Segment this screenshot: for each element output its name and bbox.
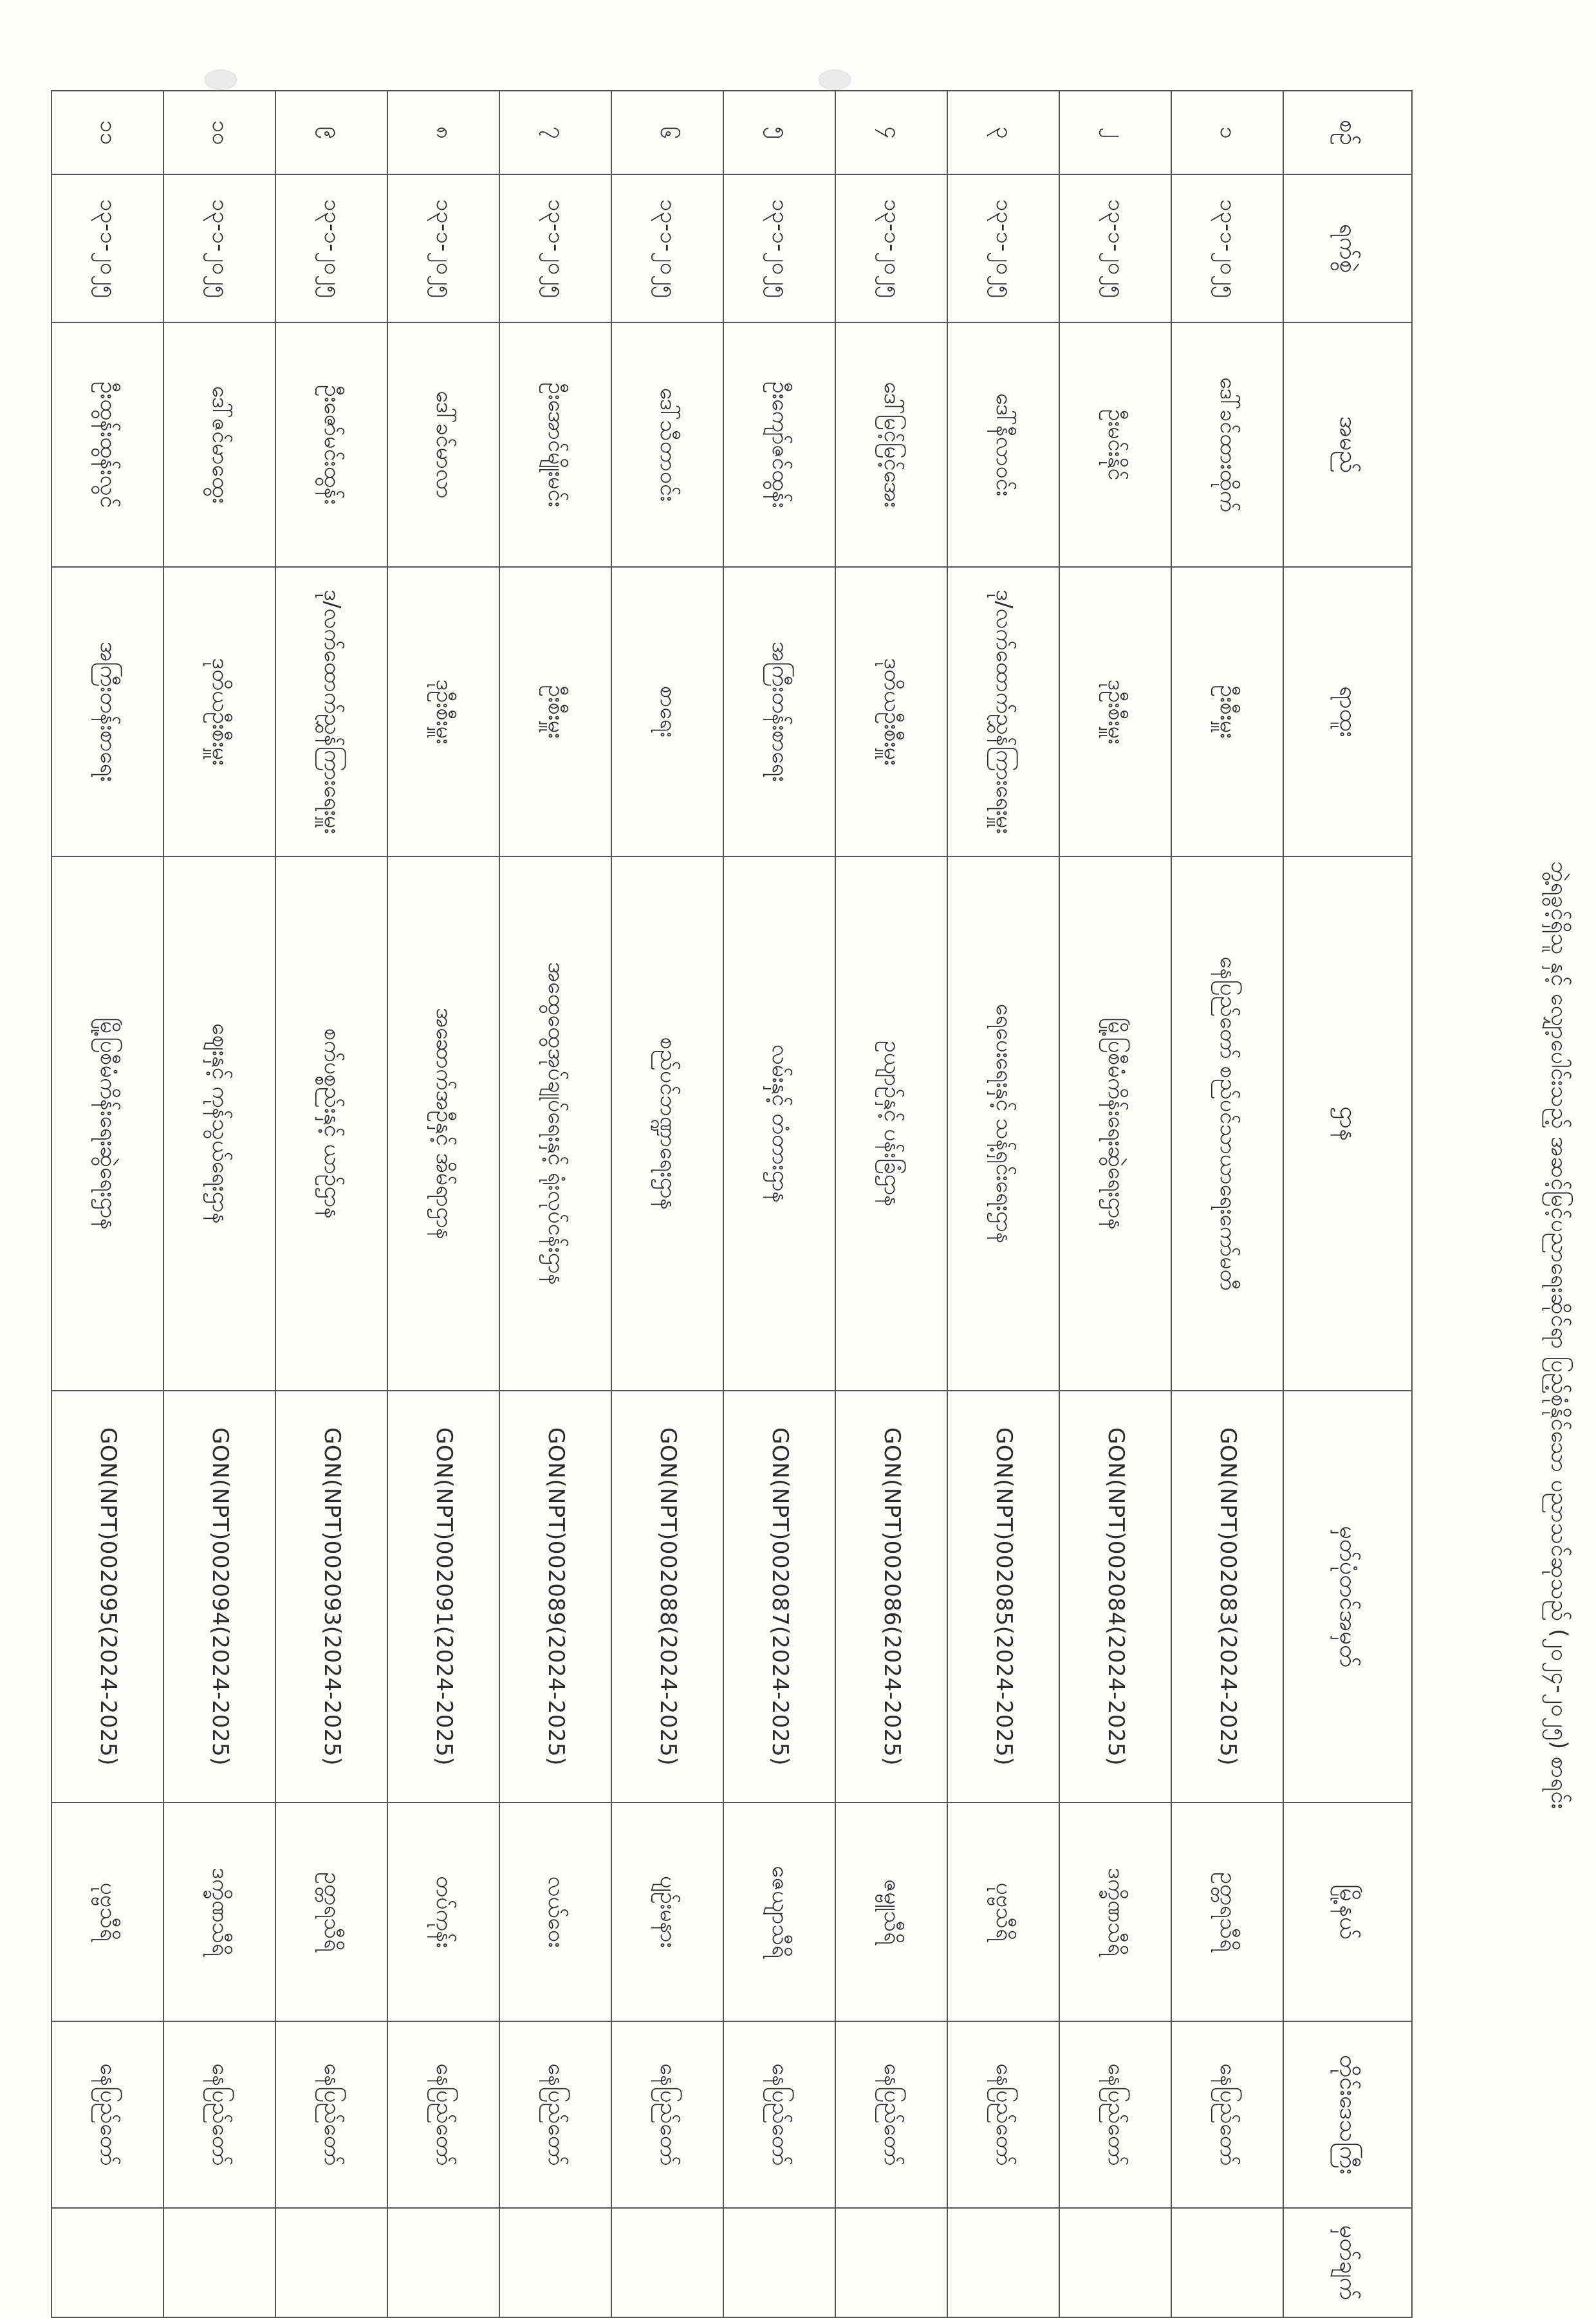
cell-reg-no: GON(NPT)002091(2024-2025) xyxy=(387,1391,499,1803)
table-row xyxy=(947,91,1059,2317)
cell-name: ဒေါ်မြင့်မြင့်အေး xyxy=(835,322,947,567)
cell-office: နေပြည်တော် စည်ပင်သာယာရေးကော်မတီ xyxy=(1171,857,1283,1391)
cell-rank: စာရေး xyxy=(611,567,723,857)
header-office: ဌာန xyxy=(1283,857,1412,1391)
cell-date: ၁၃-၁-၂၀၂၅ xyxy=(275,174,387,322)
table-row xyxy=(387,91,499,2317)
cell-office: အထွေထွေအုပ်ချုပ်ရေးနှင့် ရုံးလုပ်ငန်းဌာန xyxy=(499,857,611,1391)
table-row xyxy=(723,91,835,2317)
table-row xyxy=(163,91,275,2317)
cell-name: ဒေါ်ဇင်မာထွေး xyxy=(163,322,275,567)
cell-remark xyxy=(947,2208,1059,2317)
cell-reg-no: GON(NPT)002089(2024-2025) xyxy=(499,1391,611,1803)
cell-date: ၁၃-၁-၂၀၂၅ xyxy=(1171,174,1283,322)
cell-no: ၇ xyxy=(499,91,611,174)
cell-region: နေပြည်တော် xyxy=(723,2021,835,2208)
cell-office: ဈေးနှင့် ကုန်သွယ်ရေးဌာန xyxy=(163,857,275,1391)
cell-no: ၁၀ xyxy=(163,91,275,174)
cell-township: ဒက္ခိဏသီရိ xyxy=(1059,1803,1171,2021)
cell-no: ၄ xyxy=(835,91,947,174)
cell-date: ၁၃-၁-၂၀၂၅ xyxy=(51,174,163,322)
cell-reg-no: GON(NPT)002095(2024-2025) xyxy=(51,1391,163,1803)
cell-region: နေပြည်တော် xyxy=(1059,2021,1171,2208)
cell-remark xyxy=(835,2208,947,2317)
cell-rank: အကြီးတန်းစာရေး xyxy=(51,567,163,857)
cell-township: ဒက္ခိဏသီရိ xyxy=(163,1803,275,2021)
cell-township: တပ်ကုန်း xyxy=(387,1803,499,2021)
cell-reg-no: GON(NPT)002083(2024-2025) xyxy=(1171,1391,1283,1803)
table-row xyxy=(1059,91,1171,2317)
cell-reg-no: GON(NPT)002085(2024-2025) xyxy=(947,1391,1059,1803)
cell-remark xyxy=(499,2208,611,2317)
cell-reg-no: GON(NPT)002093(2024-2025) xyxy=(275,1391,387,1803)
cell-rank: ဦးစီးမှူး xyxy=(1171,567,1283,857)
cell-name: ဦးကျော်ဇင်ထွန်း xyxy=(723,322,835,567)
cell-region: နေပြည်တော် xyxy=(163,2021,275,2208)
cell-name: ဒေါ်ခင်မာလာ xyxy=(387,322,499,567)
cell-reg-no: GON(NPT)002094(2024-2025) xyxy=(163,1391,275,1803)
cell-township: ပျဉ်းမနား xyxy=(611,1803,723,2021)
cell-date: ၁၃-၁-၂၀၂၅ xyxy=(163,174,275,322)
table-header-row xyxy=(1283,91,1412,2317)
cell-remark xyxy=(51,2208,163,2317)
cell-office: ရေပေးရေးနှင့် သန့်ရှင်းရေးဌာန xyxy=(947,857,1059,1391)
cell-reg-no: GON(NPT)002087(2024-2025) xyxy=(723,1391,835,1803)
table-row xyxy=(275,91,387,2317)
cell-region: နေပြည်တော် xyxy=(51,2021,163,2208)
table-row xyxy=(51,91,163,2317)
header-region: တိုင်းဒေသကြီး xyxy=(1283,2021,1412,2208)
cell-region: နေပြည်တော် xyxy=(499,2021,611,2208)
table-row xyxy=(611,91,723,2317)
cell-no: ၈ xyxy=(387,91,499,174)
cell-reg-no: GON(NPT)002084(2024-2025) xyxy=(1059,1391,1171,1803)
cell-no: ၃ xyxy=(947,91,1059,174)
cell-office: မြို့ပြစီမံကိန်းရေးဆွဲရေးဌာန xyxy=(51,857,163,1391)
cell-reg-no: GON(NPT)002088(2024-2025) xyxy=(611,1391,723,1803)
cell-office: စက်ပစ္စည်းနှင့် ယာဉ်ဌာန xyxy=(275,857,387,1391)
cell-remark xyxy=(387,2208,499,2317)
header-rank: ရာထူး xyxy=(1283,567,1412,857)
header-no: စဉ် xyxy=(1283,91,1412,174)
cell-no: ၆ xyxy=(611,91,723,174)
cell-name: ဦးထွန်းထွန်းလွင် xyxy=(51,322,163,567)
header-date: ရက်စွဲ xyxy=(1283,174,1412,322)
table-row xyxy=(499,91,611,2317)
cell-region: နေပြည်တော် xyxy=(611,2021,723,2208)
cell-region: နေပြည်တော် xyxy=(835,2021,947,2208)
cell-name: ဒေါ်နီလာဝင်း xyxy=(947,322,1059,567)
cell-date: ၁၃-၁-၂၀၂၅ xyxy=(1059,174,1171,322)
table-row xyxy=(835,91,947,2317)
cell-rank: ဒုဦးစီးမှူး xyxy=(1059,567,1171,857)
cell-township: ဥတ္တရသီရိ xyxy=(1171,1803,1283,2021)
cell-no: ၅ xyxy=(723,91,835,174)
cell-date: ၁၃-၁-၂၀၂၅ xyxy=(611,174,723,322)
header-township: မြို့နယ် xyxy=(1283,1803,1412,2021)
cell-no: ၂ xyxy=(1059,91,1171,174)
punch-hole-mark xyxy=(205,70,237,90)
cell-name: ဦးအောင်မျိုးမင်း xyxy=(499,322,611,567)
cell-rank: ဒုဦးစီးမှူး xyxy=(387,567,499,857)
cell-office: အဆောက်အဦနှင့် အိမ်ရာဌာန xyxy=(387,857,499,1391)
cell-rank: အကြီးတန်းစာရေး xyxy=(723,567,835,857)
cell-reg-no: GON(NPT)002086(2024-2025) xyxy=(835,1391,947,1803)
cell-no: ၁၁ xyxy=(51,91,163,174)
header-remark: မှတ်ချက် xyxy=(1283,2208,1412,2317)
header-reg-no: မှတ်ပုံတင်အမှတ် xyxy=(1283,1391,1412,1803)
cell-remark xyxy=(611,2208,723,2317)
cell-name: ဦးမင်းနိုင် xyxy=(1059,322,1171,567)
cell-region: နေပြည်တော် xyxy=(387,2021,499,2208)
cell-date: ၁၃-၁-၂၀၂၅ xyxy=(947,174,1059,322)
cell-region: နေပြည်တော် xyxy=(275,2021,387,2208)
cell-remark xyxy=(163,2208,275,2317)
registration-table xyxy=(51,90,1413,2318)
cell-rank: ဒုတိယဦးစီးမှူး xyxy=(163,567,275,857)
punch-hole-mark xyxy=(819,70,851,90)
cell-date: ၁၃-၁-၂၀၂၅ xyxy=(835,174,947,322)
cell-name: ဒေါ်ခင်ထားထိုက် xyxy=(1171,322,1283,567)
cell-region: နေပြည်တော် xyxy=(947,2021,1059,2208)
cell-township: ဥတ္တရသီရိ xyxy=(275,1803,387,2021)
cell-name: ဦးဇော်မင်းထွန်း xyxy=(275,322,387,567)
cell-remark xyxy=(723,2208,835,2317)
cell-remark xyxy=(1171,2208,1283,2317)
cell-township: ပုဗ္ဗသီရိ xyxy=(947,1803,1059,2021)
cell-no: ၉ xyxy=(275,91,387,174)
cell-township: ဇေယျာသီရိ xyxy=(723,1803,835,2021)
cell-office: လမ်းနှင့် တံတားဌာန xyxy=(723,857,835,1391)
table-container xyxy=(95,90,1413,2317)
cell-date: ၁၃-၁-၂၀၂၅ xyxy=(499,174,611,322)
cell-date: ၁၃-၁-၂၀၂၅ xyxy=(723,174,835,322)
cell-region: နေပြည်တော် xyxy=(1171,2021,1283,2208)
cell-township: ဇမ္ဗူသီရိ xyxy=(835,1803,947,2021)
cell-remark xyxy=(275,2208,387,2317)
cell-rank: ဒုတိယဦးစီးမှူး xyxy=(835,567,947,857)
cell-office: စည်ပင်ဘဏ္ဍာရေးဌာန xyxy=(611,857,723,1391)
document-title: ဘွဲ့ရခွင့်ရှိသူ နှင့် လျှော့ပေါင်းသည့် အဆင့်မြင့်ပညာရေးဆိုင်ရာ ပြည့်စုံနိုင်သော ပညာသင်ဆုသည် (၂၀၂၄-၂၀၂၅) စာရင်း xyxy=(1546,861,1572,1810)
cell-office: ဥယျာဉ်နှင့် ပန်းခြံဌာန xyxy=(835,857,947,1391)
cell-rank: ဦးစီးမှူး xyxy=(499,567,611,857)
cell-remark xyxy=(1059,2208,1171,2317)
header-name: အမည် xyxy=(1283,322,1412,567)
cell-rank: ဒု/လက်ထောက်ညွှန်ကြားရေးမှူး xyxy=(275,567,387,857)
cell-rank: ဒု/လက်ထောက်ညွှန်ကြားရေးမှူး xyxy=(947,567,1059,857)
cell-township: လယ်ဝေး xyxy=(499,1803,611,2021)
cell-name: ဒေါ်သီတာဝင်း xyxy=(611,322,723,567)
cell-township: ပုဗ္ဗသီရိ xyxy=(51,1803,163,2021)
table-row xyxy=(1171,91,1283,2317)
cell-no: ၁ xyxy=(1171,91,1283,174)
cell-date: ၁၃-၁-၂၀၂၅ xyxy=(387,174,499,322)
cell-office: မြို့ပြစီမံကိန်းရေးဆွဲရေးဌာန xyxy=(1059,857,1171,1391)
